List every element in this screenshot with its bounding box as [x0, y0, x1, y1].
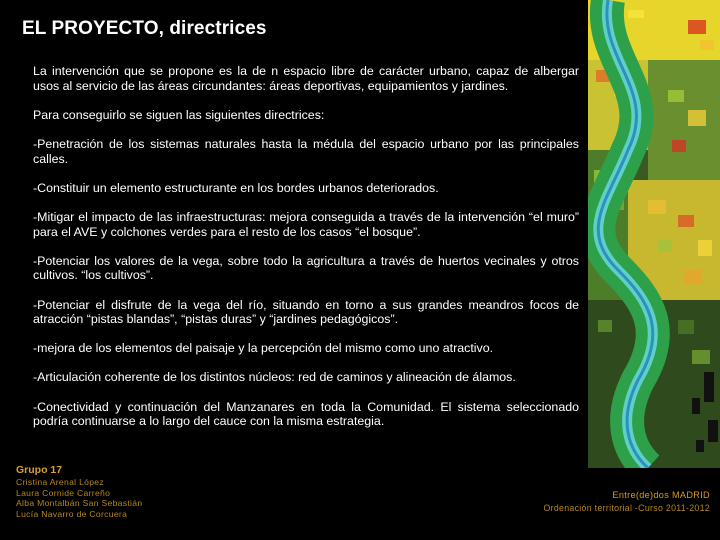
group-title: Grupo 17: [16, 464, 63, 476]
group-member: Laura Cornide Carreño: [16, 487, 111, 498]
group-member: Cristina Arenal López: [16, 477, 104, 487]
footer-project: Entre(de)dos MADRID: [612, 490, 710, 500]
directive-item: -mejora de los elementos del paisaje y la percepción del mismo como uno atractivo.: [33, 341, 494, 356]
directives-text: [33, 64, 579, 429]
group-credits: [16, 464, 142, 519]
group-member: Lucía Navarro de Corcuera: [16, 508, 128, 519]
directive-item: -Conectividad y continuación del Manzanares en toda la Comunidad. El sistema seleccionado podría continuarse a lo largo del cauce con la misma estrategia.: [33, 399, 579, 429]
directive-item: -Constituir un elemento estructurante en los bordes urbanos deteriorados.: [33, 180, 439, 195]
directive-item: -Potenciar el disfrute de la vega del río, situando en torno a sus grandes meandros focos de atracción “pistas blandas”, “pistas duras” y “jardines pedagógicos”.: [33, 297, 579, 327]
page-title: EL PROYECTO, directrices: [22, 18, 267, 39]
river-plan-map-image: [588, 0, 720, 468]
directive-item: -Potenciar los valores de la vega, sobre todo la agricultura a través de huertos vecinales y otros cultivos. “los cultivos”.: [33, 253, 579, 283]
paragraph-intro: La intervención que se propone es la de n espacio libre de carácter urbano, capaz de albergar usos al servicio de las áreas circundantes: áreas deportivas, equipamientos y jardines.: [33, 64, 579, 93]
paragraph-lead: Para conseguirlo se siguen las siguientes directrices:: [33, 107, 325, 122]
map-illustration: [588, 0, 720, 468]
group-member: Alba Montalbán San Sebastián: [16, 498, 143, 509]
course-footer: [543, 489, 710, 514]
footer-course: Ordenación territorial -Curso 2011-2012: [543, 503, 710, 513]
directive-item: -Mitigar el impacto de las infraestructuras: mejora conseguida a través de la intervención “el muro” para el AVE y colchones verdes para el resto de los casos “el bosque”.: [33, 209, 579, 239]
directive-item: -Penetración de los sistemas naturales hasta la médula del espacio urbano por las principales calles.: [33, 136, 579, 166]
directive-item: -Articulación coherente de los distintos núcleos: red de caminos y alineación de álamos.: [33, 370, 516, 385]
